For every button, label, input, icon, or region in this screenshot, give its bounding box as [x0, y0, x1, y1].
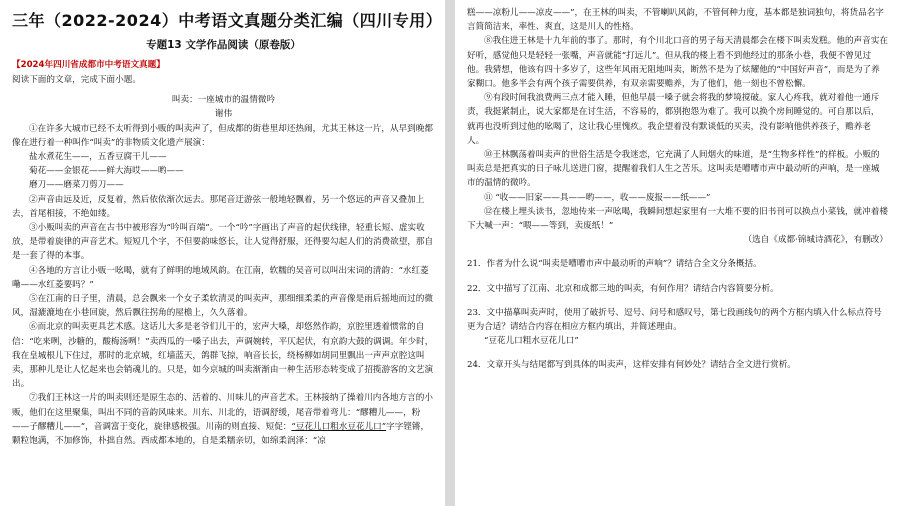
question-22: 22．文中描写了江南、北京和成都三地的叫卖，有何作用？请结合内容简要分析。	[467, 283, 779, 294]
paragraph-5: ⑤在江南的日子里，清晨，总会飘来一个女子柔软清灵的叫卖声，那细细柔柔的声音像是雨后摇地而过的微风，湿漉漉地在小巷回旋，然后飘往拐角的屋檐上，久久落着。	[12, 294, 433, 319]
chant-line-2: 菊花——金银花——鲜大海哎——哟——	[29, 166, 184, 177]
paragraph-4: ④各地的方言让小贩一吆喝，就有了鲜明的地域风韵。在江南，软糯的吴音可以叫出宋词的清韵：“水红菱嘞——水红菱要吗？”	[12, 265, 429, 290]
question-21: 21．作者为什么说“叫卖是嘈嘈市声中最动听的声响”？请结合全文分条概括。	[467, 259, 762, 270]
article-title: 叫卖：一座城市的温情微吟	[171, 95, 276, 106]
paragraph-3: ③小贩叫卖的声音在古书中被形容为“吟叫百端”。一个“吟”字画出了声音的起伏线律，轻重长短、虚实收放，是带着旋律的声音艺术。短短几个字，不但要韵味悠长，让人觉得舒服，还得要勾起人们的消费欲望，那自是一套了得的本事。	[12, 223, 434, 262]
question-23-answer-line: “豆花儿口粗水豆花儿口”	[484, 336, 579, 347]
paragraph-1: ①在许多大城市已经不太听得到小贩的叫卖声了，但成都的街巷里却还热闹，尤其王林这一片，从早到晚都像在进行着一种叫作“叫卖”的非物质文化遗产展演：	[12, 123, 433, 148]
chant-line-3: 磨刀——磨菜刀剪刀——	[29, 180, 124, 191]
chant-line-1: 盐水煮花生——，五香豆腐干儿——	[29, 152, 167, 163]
article-source: （选自《成都·锦城诗酒花》，有删改）	[743, 235, 888, 246]
right-document-page	[455, 0, 900, 506]
paragraph-7	[12, 391, 435, 448]
paragraph-9: ⑨有段时间我浪费两三点才能入睡，但他早晨一嗓子就会将我的梦境搅破。家人心疼我，就对着他一通斥责，我挺紧制止，说大家都是在讨生活，不容易的，都别抱怨为难了。我可以换个房间睡觉的。可自那以后，就再也没听到过他的吆喝了，这让我心里愧疚。我企望着没有默谈低的买卖，没有影响他供养孩子，赡养老人。	[467, 93, 880, 146]
underlined-sentence: “豆花儿口粗水豆花儿口”	[291, 421, 387, 432]
article-author: 谢伟	[214, 109, 233, 120]
paragraph-6: ⑥而北京的叫卖更具艺术感。这话儿大多是老爷们儿干的，宏声大嗓，却悠然作韵，京腔里透着惯常的自信：“吃来咧，沙糖的，酸梅汤咧！”卖西瓜的一嗓子出去，声调婉转，平仄起伏，有京韵大鼓的调调。年少时，我在皇城根儿下住过，那时的北京城，红墙蓝天，鸽群飞掠，响音长长，绕杨柳如胡同里飘出一声声京腔这叫卖，那种儿是让人忆起来也会销魂儿的。只是，如今京城的叫卖渐渐由一种生活形态转变成了招揽游客的文艺演出。	[12, 322, 434, 390]
question-24: 24．文章开头与结尾都写到具体的叫卖声，这样安排有何妙处？请结合全文进行赏析。	[467, 360, 796, 371]
source-tag: 【2024年四川省成都市中考语文真题】	[12, 60, 165, 70]
section-subtitle: 专题13 文学作品阅读（原卷版）	[146, 39, 301, 51]
paragraph-7-start: ⑦我们王林这一片的叫卖则还是原生态的、活着的、川味儿的声音艺术。王林接纳了操着川内各地方言的小贩，他们在这里聚集，叫出不同的音韵风味来。川东、川北的，语调舒缓，尾音带着弯儿：“醪糟儿——，粉——子醪糟儿——”，音调富于变化，旋律感极强。川南的则直接、短促：	[12, 393, 433, 432]
document-title: 三年（2022-2024）中考语文真题分类汇编（四川专用）	[12, 11, 443, 30]
left-document-page	[0, 0, 445, 506]
paragraph-7-continued: 糕——凉粉儿——凉皮——”，在王林的叫卖，不管喇叭风韵，不管何种力度，基本都是独词独句，将货品名字言简简洁来，率性、爽直，这是川人的性格。	[467, 8, 884, 33]
paragraph-2: ②声音由远及近，反复着，然后依依渐次远去。那尾音迂游弦一般地轻飘着，另一个悠远的声音又叠加上去，首尾相接，不绝如缕。	[12, 194, 425, 219]
paragraph-10: ⑩王林飘荡着叫卖声的世俗生活是令我迷恋，它充满了人间烟火的味道，是“生物多样性”的样板。小贩的叫卖总是把真实的日子咏儿送进门窗，提醒着我们人生之苦乐。这叫卖是嘈嘈市声中最动听的声响，是一座城市的温情的微吟。	[467, 150, 880, 189]
paragraph-8: ⑧我住进王林是十九年前的事了。那时，有个川北口音的男子每天清晨都会在楼下叫卖发糕。他的声音实在好听，感觉他只是轻轻一张嘴，声音就能“打远儿”。但从我的楼上看不到他经过的那条小巷，我便不曾见过他。我猜想，他该有四十多岁了，这些年风雨无阻地叫卖，断然不是为了炫耀他的“中国好声音”，而是为了养家糊口。他多半会有两个孩子需要供养，有双亲需要赡养，为了他们，他一刻也不曾松懈。	[467, 36, 888, 90]
paragraph-12: ⑫在楼上埋头读书，忽地传来一声吆喝，我瞬间想起家里有一大堆不要的旧书刊可以换点小菜钱，就冲着楼下大喊一声：“喂——等到，卖废纸！”	[467, 206, 888, 232]
instruction: 阅读下面的文章，完成下面小题。	[12, 75, 141, 85]
question-23: 23．文中描摹叫卖声时，使用了破折号、逗号、问号和感叹号，第七段画线句的两个方框内填入什么标点符号更为合适？请结合内容在相应方框内填出，并简述理由。	[467, 307, 882, 333]
chant-line-4: ⑪ “收——旧家——具——哟——，收——废报——纸——”	[484, 192, 711, 203]
paragraph-7-end: 字字铿锵，颗粒饱满，不加修饰，朴拙自然。西成都本地的，自是柔糯亲切，如绵柔润泽：“凉	[12, 421, 430, 447]
